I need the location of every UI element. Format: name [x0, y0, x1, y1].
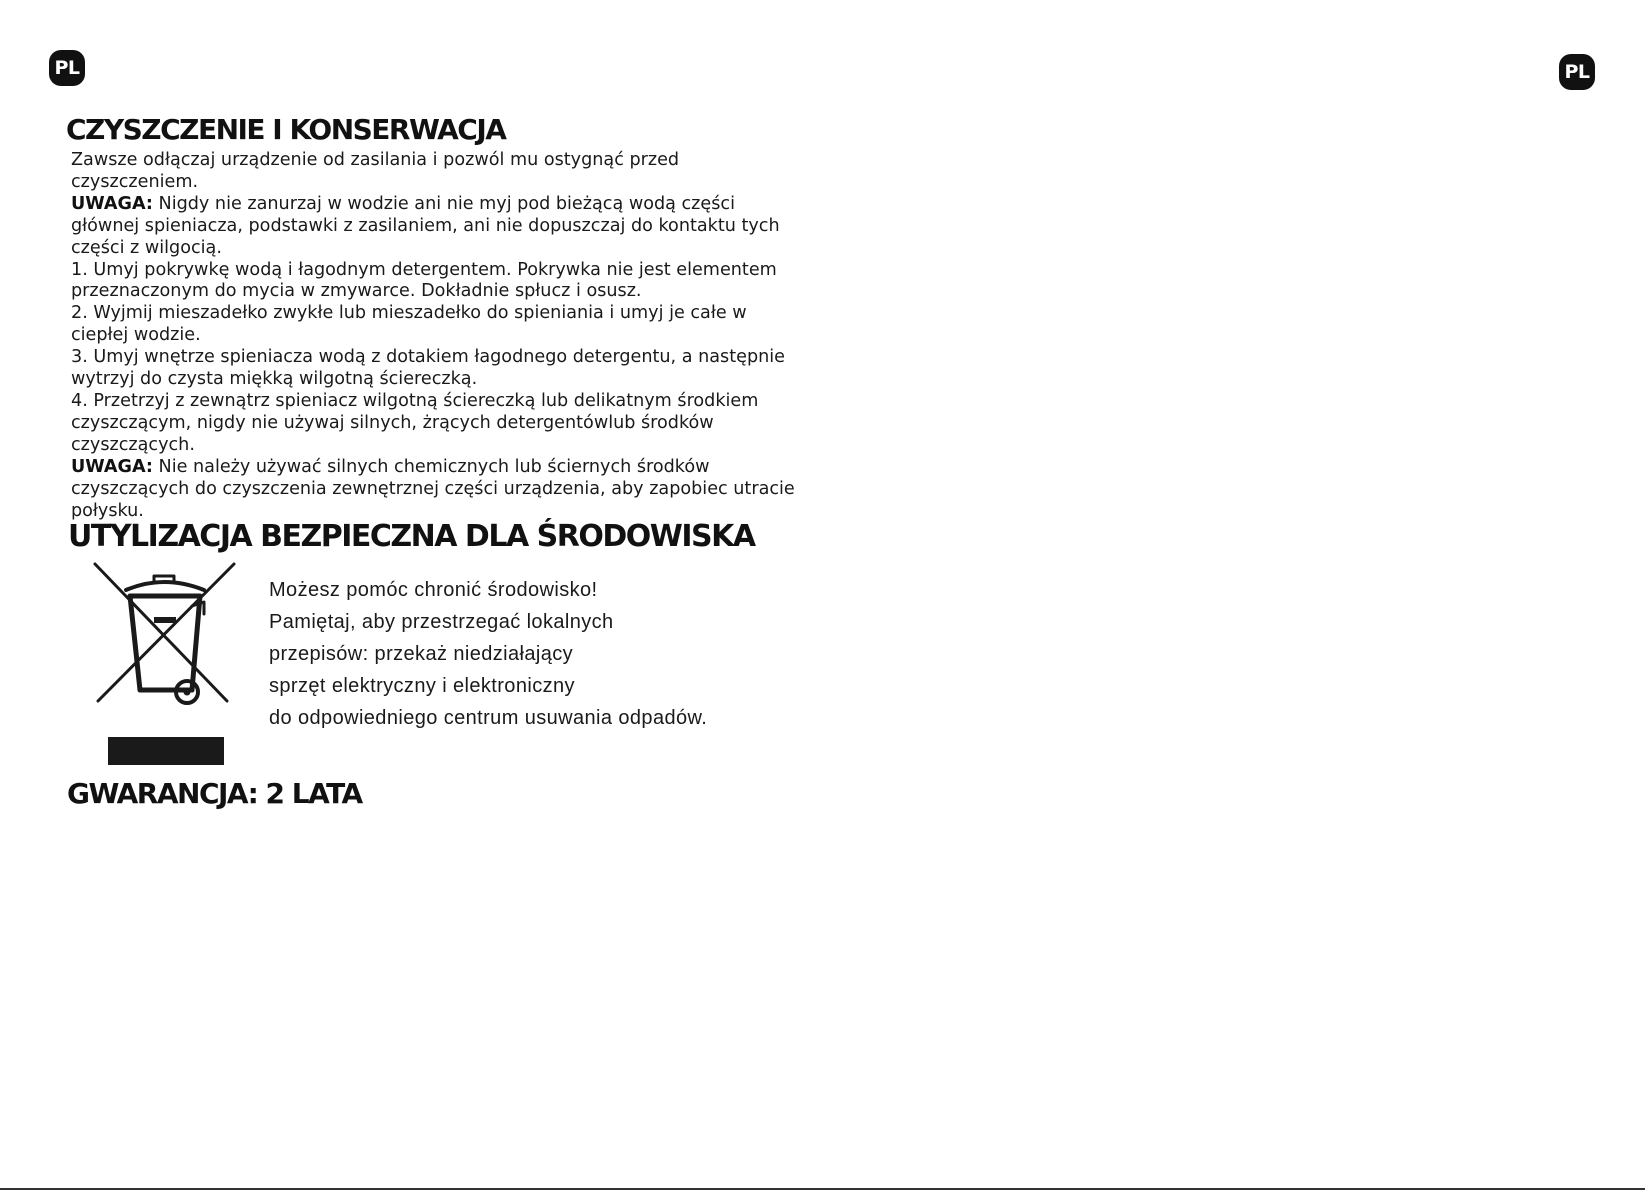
- language-badge-left: PL: [49, 50, 85, 86]
- disposal-line: Możesz pomóc chronić środowisko!: [269, 579, 598, 601]
- cleaning-step-3: 3. Umyj wnętrze spieniacza wodą z dotakiem łagodnego detergentu, a następnie wytrzyj do czysta miękką wilgotną ściereczką.: [71, 347, 785, 390]
- disposal-line: do odpowiedniego centrum usuwania odpadów.: [269, 707, 708, 729]
- disposal-heading: UTYLIZACJA BEZPIECZNA DLA ŚRODOWISKA: [68, 519, 755, 554]
- cleaning-warning-2: [71, 457, 801, 523]
- cleaning-warning-1: [71, 194, 801, 260]
- cleaning-step-1: 1. Umyj pokrywkę wodą i łagodnym detergentem. Pokrywka nie jest elementem przeznaczonym do mycia w zmywarce. Dokładnie spłucz i osusz.: [71, 259, 777, 302]
- disposal-line: przepisów: przekaż niedziałający: [269, 643, 574, 665]
- cleaning-intro: Zawsze odłączaj urządzenie od zasilania i pozwól mu ostygnąć przed czyszczeniem.: [71, 150, 680, 192]
- cleaning-step-2: 2. Wyjmij mieszadełko zwykłe lub mieszadełko do spieniania i umyj je całe w ciepłej wodzie.: [71, 303, 747, 346]
- disposal-text-block: [269, 574, 707, 734]
- language-badge-right: PL: [1559, 54, 1595, 90]
- warning-text: Nie należy używać silnych chemicznych lub ściernych środków czyszczących do czyszczenia zewnętrznej części urządzenia, aby zapobiec utracie połysku.: [71, 456, 795, 521]
- cleaning-heading: CZYSZCZENIE I KONSERWACJA: [66, 113, 506, 146]
- warranty-heading: GWARANCJA: 2 LATA: [67, 777, 362, 810]
- weee-crossed-bin-icon: [92, 562, 240, 766]
- cleaning-section-body: [71, 150, 801, 522]
- disposal-line: sprzęt elektryczny i elektroniczny: [269, 675, 575, 697]
- warning-label: UWAGA:: [71, 456, 153, 477]
- bottom-border: [0, 1188, 1645, 1190]
- disposal-line: Pamiętaj, aby przestrzegać lokalnych: [269, 611, 614, 633]
- cleaning-step-4: 4. Przetrzyj z zewnątrz spieniacz wilgotną ściereczką lub delikatnym środkiem czyszczącym, nigdy nie używaj silnych, żrących detergentówlub środków czyszczących.: [71, 390, 759, 455]
- warning-text: Nigdy nie zanurzaj w wodzie ani nie myj pod bieżącą wodą części głównej spieniacza, podstawki z zasilaniem, ani nie dopuszczaj do kontaktu tych części z wilgocią.: [71, 193, 780, 258]
- warning-label: UWAGA:: [71, 193, 153, 214]
